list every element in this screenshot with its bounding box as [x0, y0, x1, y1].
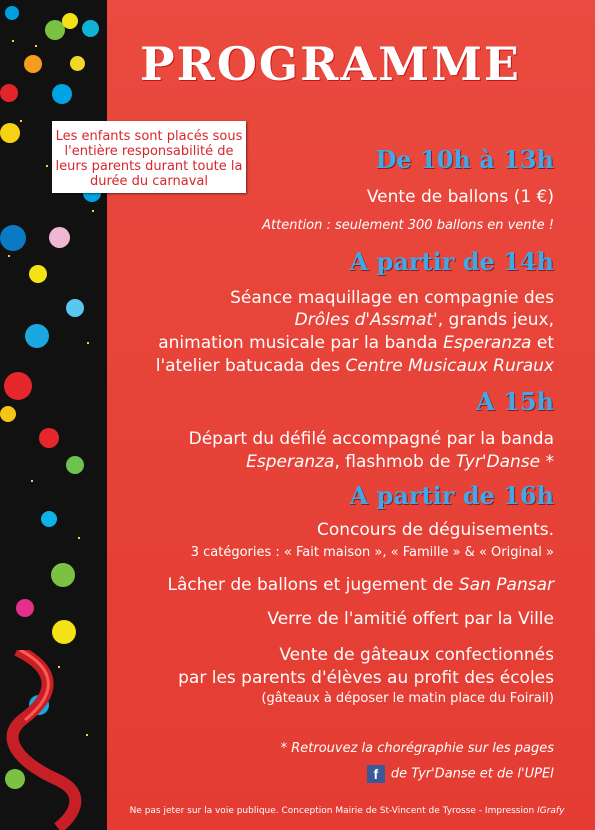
line-part: et: [531, 333, 554, 353]
line-part: animation musicale par la banda: [158, 333, 444, 353]
notice-line: Les enfants sont placés sous: [55, 129, 243, 144]
program-line: [246, 452, 554, 472]
line-part: , flashmob de: [334, 452, 456, 472]
program-line: [156, 356, 554, 376]
closing-note: * Retrouvez la chorégraphie sur les pages: [280, 741, 554, 756]
program-line: par les parents d'élèves au profit des écoles: [178, 668, 554, 688]
section-heading: De 10h à 13h: [375, 145, 554, 174]
line-part: l'atelier batucada des: [155, 356, 346, 376]
closing-pages: de Tyr'Danse et de l'UPEI: [390, 766, 554, 782]
program-line: [158, 333, 554, 353]
notice-line: l'entière responsabilité de: [64, 144, 234, 159]
footer-credit: [113, 806, 581, 816]
line-part: , grands jeux,: [437, 310, 554, 330]
line-part: Drôles d'Assmat': [294, 310, 438, 330]
line-part: Lâcher de ballons et jugement de: [167, 575, 459, 595]
program-note: Attention : seulement 300 ballons en vente !: [262, 218, 554, 233]
program-line: Séance maquillage en compagnie des: [230, 288, 554, 308]
program-line: (gâteaux à déposer le matin place du Foirail): [261, 691, 554, 706]
section-heading: A partir de 16h: [349, 481, 554, 510]
program-line: Verre de l'amitié offert par la Ville: [267, 609, 554, 629]
program-line: Concours de déguisements.: [316, 520, 554, 540]
notice-line: leurs parents durant toute la: [55, 159, 243, 174]
program-line: Vente de ballons (1 €): [366, 187, 554, 207]
facebook-icon: f: [367, 765, 385, 783]
section-heading: A 15h: [476, 387, 554, 416]
program-line: [295, 310, 554, 330]
section-heading: A partir de 14h: [349, 247, 554, 276]
closing-facebook: [367, 765, 554, 783]
line-part: Centre Musicaux Ruraux: [345, 356, 554, 376]
footer-brand: IGrafy: [537, 806, 565, 816]
program-line: 3 catégories : « Fait maison », « Famille » & « Original »: [190, 545, 554, 560]
page-title: PROGRAMME: [140, 37, 521, 91]
line-part: San Pansar: [458, 575, 554, 595]
notice-line: durée du carnaval: [89, 174, 208, 189]
footer-text: Ne pas jeter sur la voie publique. Conception Mairie de St-Vincent de Tyrosse - Impression: [129, 806, 538, 816]
line-part: Tyr'Danse: [455, 452, 541, 472]
line-part: Esperanza: [443, 333, 532, 353]
program-line: [168, 575, 555, 595]
line-part: *: [540, 452, 554, 472]
program-line: Départ du défilé accompagné par la banda: [188, 429, 554, 449]
line-part: Esperanza: [246, 452, 335, 472]
program-line: Vente de gâteaux confectionnés: [279, 645, 554, 665]
notice-box: [52, 121, 246, 193]
ribbon-decoration: [0, 650, 107, 830]
